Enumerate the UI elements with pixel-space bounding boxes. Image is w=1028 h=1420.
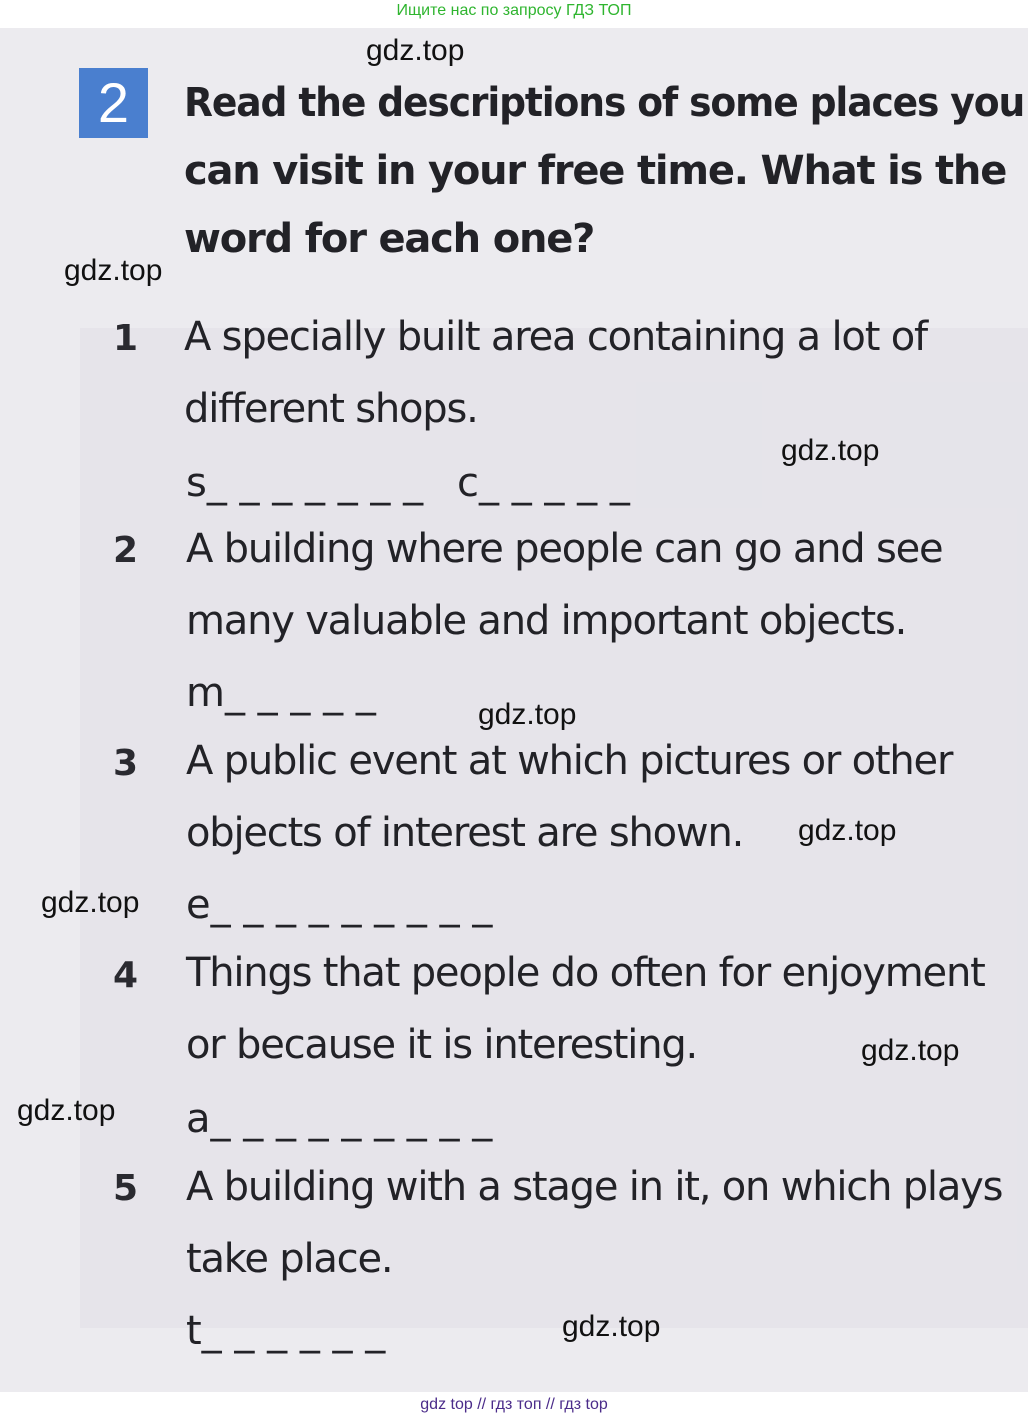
item-number-4: 4	[113, 955, 139, 996]
watermark: gdz.top	[861, 1034, 960, 1067]
item-number-5: 5	[113, 1168, 139, 1209]
instruction-line-1: Read the descriptions of some places you	[184, 80, 1025, 126]
item-1-line-2: different shops.	[184, 386, 478, 432]
item-4-line-2: or because it is interesting.	[186, 1022, 698, 1068]
item-5-line-2: take place.	[186, 1236, 393, 1282]
item-5-line-1: A building with a stage in it, on which plays	[186, 1164, 1003, 1210]
answer-blank-5[interactable]: t_ _ _ _ _ _	[186, 1308, 386, 1354]
exercise-number-badge: 2	[79, 68, 148, 138]
answer-blank-4[interactable]: a_ _ _ _ _ _ _ _ _	[186, 1096, 493, 1142]
watermark: gdz.top	[41, 886, 140, 919]
watermark: gdz.top	[17, 1094, 116, 1127]
item-2-line-1: A building where people can go and see	[186, 526, 943, 572]
answer-blank-2[interactable]: m_ _ _ _ _	[186, 670, 376, 716]
instruction-line-3: word for each one?	[184, 216, 595, 262]
item-4-line-1: Things that people do often for enjoyment	[186, 950, 985, 996]
item-1-line-1: A specially built area containing a lot of	[184, 314, 927, 360]
watermark: gdz.top	[798, 814, 897, 847]
item-3-line-2: objects of interest are shown.	[186, 810, 744, 856]
answer-blank-1a[interactable]: s_ _ _ _ _ _ _	[186, 460, 424, 506]
watermark: gdz.top	[366, 34, 465, 67]
watermark: gdz.top	[478, 698, 577, 731]
item-number-3: 3	[113, 743, 139, 784]
answer-blank-1b[interactable]: c_ _ _ _ _	[457, 460, 630, 506]
watermark: gdz.top	[562, 1310, 661, 1343]
watermark: gdz.top	[781, 434, 880, 467]
item-2-line-2: many valuable and important objects.	[186, 598, 907, 644]
instruction-line-2: can visit in your free time. What is the	[184, 148, 1007, 194]
bottom-banner: gdz top // гдз топ // гдз top	[420, 1396, 608, 1413]
item-number-2: 2	[113, 530, 139, 571]
top-banner: Ищите нас по запросу ГДЗ ТОП	[396, 2, 632, 19]
watermark: gdz.top	[64, 254, 163, 287]
item-3-line-1: A public event at which pictures or other	[186, 738, 953, 784]
answer-blank-3[interactable]: e_ _ _ _ _ _ _ _ _	[186, 882, 493, 928]
item-number-1: 1	[113, 318, 139, 359]
